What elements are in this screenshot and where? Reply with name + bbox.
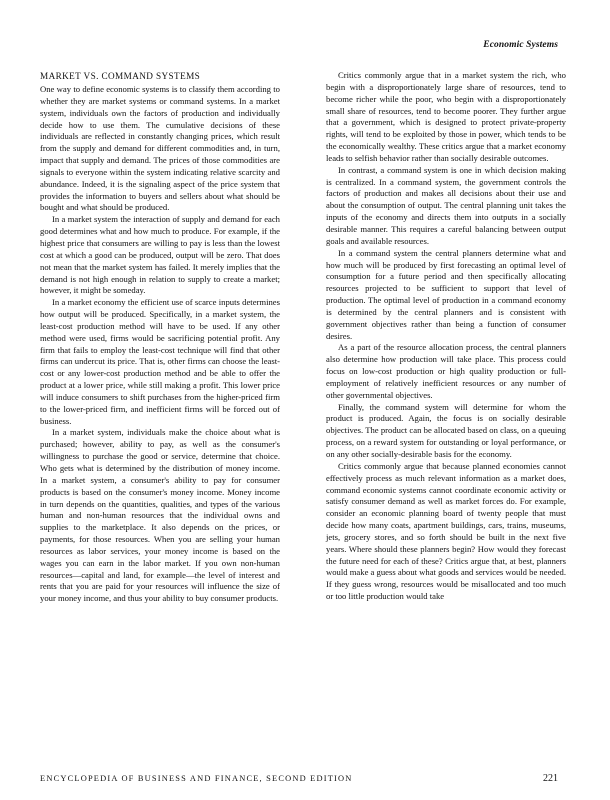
footer-publication-title: ENCYCLOPEDIA OF BUSINESS AND FINANCE, SECOND EDITION — [40, 774, 353, 783]
body-paragraph: In a command system the central planners determine what and how much will be produced by first forecasting an optimal level of consumption for a future period and then specifically allocating resources projected to be sufficient to support that level of production. The optimal level of production in a command economy is determined by the central planners and is consistent with government objectives rather than being a function of consumer desires. — [326, 247, 566, 341]
body-paragraph: Critics commonly argue that in a market system the rich, who begin with a disproportionately large share of resources, tend to become richer while the poor, who begin with a disproportionately small share of resources, tend to become poorer. They further argue that a government, which is designed to protect private-property rights, will tend to be exploited by those in power, which tends to be the economically wealthy. These critics argue that a market economy leads to selfish behavior rather than socially desirable outcomes. — [326, 70, 566, 163]
body-paragraph: In a market system the interaction of supply and demand for each good determines what and how much to produce. For example, if the highest price that consumers are willing to pay is less than the lowest cost at which a good can be produced, output will be zero. That does not mean that the market system has failed. It merely implies that the demand is not high enough in relation to supply to create a market; however, it might be someday. — [40, 214, 280, 296]
left-column — [40, 70, 280, 605]
body-paragraph: Finally, the command system will determine for whom the product is produced. Again, the focus is on socially desirable objectives. The product can be allocated based on class, on a queuing process, on a reward system for outstanding or loyal performance, or on any other socially-desirable basis for the economy. — [326, 401, 566, 459]
body-paragraph: One way to define economic systems is to classify them according to whether they are market systems or command systems. In a market system, individuals own the factors of production and individually decide how to use them. The cumulative decisions of these individuals are reflected in constantly changing prices, which result from the supply and demand for different commodities and, in turn, impact that supply and demand. The prices of those commodities are signals to everyone within the system indicating relative scarcity and abundance. Indeed, it is the signaling aspect of the price system that provides the information to buyers and sellers about what should be bought and what should be produced. — [40, 84, 280, 213]
body-paragraph: In contrast, a command system is one in which decision making is centralized. In a command system, the government controls the factors of production and makes all decisions about their use and about the consumption of output. The central planning unit takes the inputs of the economy and directs them into outputs in a socially desirable manner. This requires a careful balancing between output goals and available resources. — [326, 164, 566, 246]
body-paragraph: In a market system, individuals make the choice about what is purchased; however, ability to pay, as well as the consumer's willingness to purchase the good or service, determine that choice. Who gets what is determined by the distribution of money income. In a market system, a consumer's ability to pay for consumer products is based on the consumer's money income. Money income in turn depends on the quantities, qualities, and types of the various human and non-human resources that the individual owns and supplies to the marketplace. It also depends on the prices, or payments, for those resources. When you are selling your human resources as labor services, your money income is based on the wages you can earn in the labor market. If you own non-human resources—capital and land, for example—the level of interest and rents that you are paid for your resources will influence the size of your money income, and thus your ability to buy consumer products. — [40, 427, 280, 604]
right-column — [326, 70, 566, 603]
body-paragraph: As a part of the resource allocation process, the central planners also determine how production will take place. This process could focus on low-cost production or high quality production or full-employment of relatively inefficient resources or any number of other governmental objectives. — [326, 342, 566, 400]
page-number: 221 — [543, 773, 558, 784]
page-footer — [40, 773, 558, 784]
body-paragraph: Critics commonly argue that because planned economies cannot effectively process as much relevant information as a market does, command economic systems cannot coordinate economic activity or satisfy consumer demand as well as market forces do. For example, consider an economic planning board of twenty people that must decide how many coats, apartment buildings, cars, trains, museums, jets, grocery stores, and so forth should be built in the next five years. Where should these planners begin? How would they forecast the future need for each of these? Critics argue that, at best, planners would make a guess about what goods and services would be needed. If they guess wrong, resources would be misallocated and too much or too little production would take — [326, 460, 567, 602]
running-head-title: Economic Systems — [483, 40, 558, 50]
section-heading: MARKET VS. COMMAND SYSTEMS — [40, 71, 201, 81]
body-paragraph: In a market economy the efficient use of scarce inputs determines how output will be produced. Specifically, in a market system, the least-cost production method will have to be used. If any other method were used, firms would be sacrificing potential profit. Any firm that fails to employ the least-cost technique will find that other firms can undercut its price. That is, other firms can choose the least-cost or any lower-cost production method and be able to offer the product at a lower price, while still making a profit. This lower price will induce consumers to shift purchases from the higher-priced firm to the lower-priced firm, and inefficient firms will be forced out of business. — [40, 297, 280, 426]
